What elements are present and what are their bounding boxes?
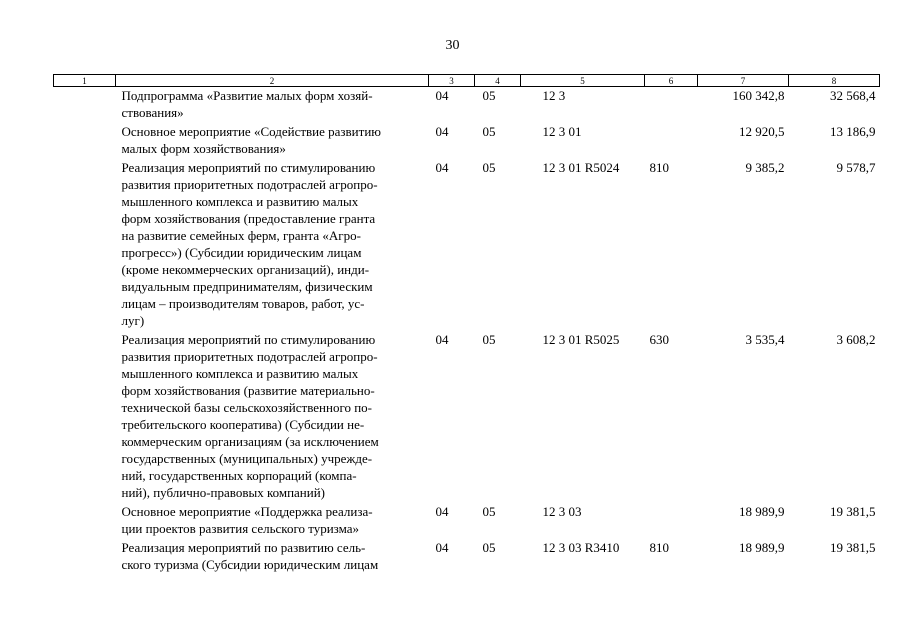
row-target-code: 12 3 01 R5024 <box>542 160 620 175</box>
row-expense-type: 630 <box>649 332 669 347</box>
row-section: 04 <box>435 88 449 103</box>
row-target-code: 12 3 01 <box>542 124 582 139</box>
row-amount-1: 9 385,2 <box>745 160 785 175</box>
row-name: Реализация мероприятий по развитию сель- ского туризма (Субсидии юридическим лицам <box>121 540 379 572</box>
page-number: 30 <box>445 38 460 53</box>
row-section: 04 <box>435 540 449 555</box>
row-section: 04 <box>435 504 449 519</box>
row-section: 04 <box>435 124 449 139</box>
header-col-3: 3 <box>429 75 475 87</box>
row-col1 <box>54 87 116 124</box>
row-subsection: 05 <box>482 540 496 555</box>
row-subsection: 05 <box>482 504 496 519</box>
row-target-code: 12 3 01 R5025 <box>542 332 620 347</box>
row-subsection: 05 <box>482 88 496 103</box>
header-col-1: 1 <box>54 75 116 87</box>
row-expense-type <box>645 123 698 159</box>
row-amount-2: 13 186,9 <box>830 124 876 139</box>
table-row <box>54 123 880 159</box>
row-amount-2: 3 608,2 <box>836 332 876 347</box>
row-amount-1: 3 535,4 <box>745 332 785 347</box>
row-col1 <box>54 159 116 331</box>
header-col-6: 6 <box>645 75 698 87</box>
row-name: Основное мероприятие «Поддержка реализа- ции проектов развития сельского туризма» <box>121 504 373 536</box>
row-name: Основное мероприятие «Содействие развитию малых форм хозяйствования» <box>121 124 381 156</box>
table-row <box>54 331 880 503</box>
row-col1 <box>54 331 116 503</box>
table-row <box>54 539 880 575</box>
header-col-7: 7 <box>698 75 789 87</box>
table-row <box>54 159 880 331</box>
row-col1 <box>54 539 116 575</box>
row-expense-type: 810 <box>649 540 669 555</box>
row-col1 <box>54 123 116 159</box>
header-col-8: 8 <box>789 75 880 87</box>
row-subsection: 05 <box>482 160 496 175</box>
row-expense-type: 810 <box>649 160 669 175</box>
row-subsection: 05 <box>482 124 496 139</box>
row-section: 04 <box>435 160 449 175</box>
row-amount-1: 160 342,8 <box>732 88 785 103</box>
row-subsection: 05 <box>482 332 496 347</box>
header-col-4: 4 <box>475 75 521 87</box>
row-target-code: 12 3 03 <box>542 504 582 519</box>
header-col-5: 5 <box>521 75 645 87</box>
budget-table <box>53 74 880 575</box>
row-amount-2: 19 381,5 <box>830 504 876 519</box>
row-expense-type <box>645 87 698 124</box>
header-col-2: 2 <box>116 75 429 87</box>
table-row <box>54 87 880 124</box>
table-row <box>54 503 880 539</box>
row-amount-1: 18 989,9 <box>739 504 785 519</box>
row-amount-2: 9 578,7 <box>836 160 876 175</box>
row-section: 04 <box>435 332 449 347</box>
row-name: Реализация мероприятий по стимулированию развития приоритетных подотраслей агропро- мышленного комплекса и развитию малых форм хозяйствования (развитие материально- технической базы сельскохозяйственного по- требительского кооператива) (Субсидии не- коммерческим организациям (за исключением государственных (муниципальных) учрежде- ний, государственных корпораций (компа- ний), публично-правовых компаний) <box>121 332 379 500</box>
row-expense-type <box>645 503 698 539</box>
row-name: Реализация мероприятий по стимулированию развития приоритетных подотраслей агропро- мышленного комплекса и развитию малых форм хозяйствования (предоставление гранта на развитие семейных ферм, гранта «Агро- прогресс») (Субсидии юридическим лицам (кроме некоммерческих организаций), инди- видуальным предпринимателям, физическим лицам – производителям товаров, работ, ус- луг) <box>121 160 378 328</box>
table-header-row <box>54 75 880 87</box>
row-target-code: 12 3 03 R3410 <box>542 540 620 555</box>
row-amount-1: 12 920,5 <box>739 124 785 139</box>
row-col1 <box>54 503 116 539</box>
row-amount-2: 32 568,4 <box>830 88 876 103</box>
row-target-code: 12 3 <box>542 88 566 103</box>
row-name: Подпрограмма «Развитие малых форм хозяй- ствования» <box>121 88 373 120</box>
row-amount-1: 18 989,9 <box>739 540 785 555</box>
row-amount-2: 19 381,5 <box>830 540 876 555</box>
